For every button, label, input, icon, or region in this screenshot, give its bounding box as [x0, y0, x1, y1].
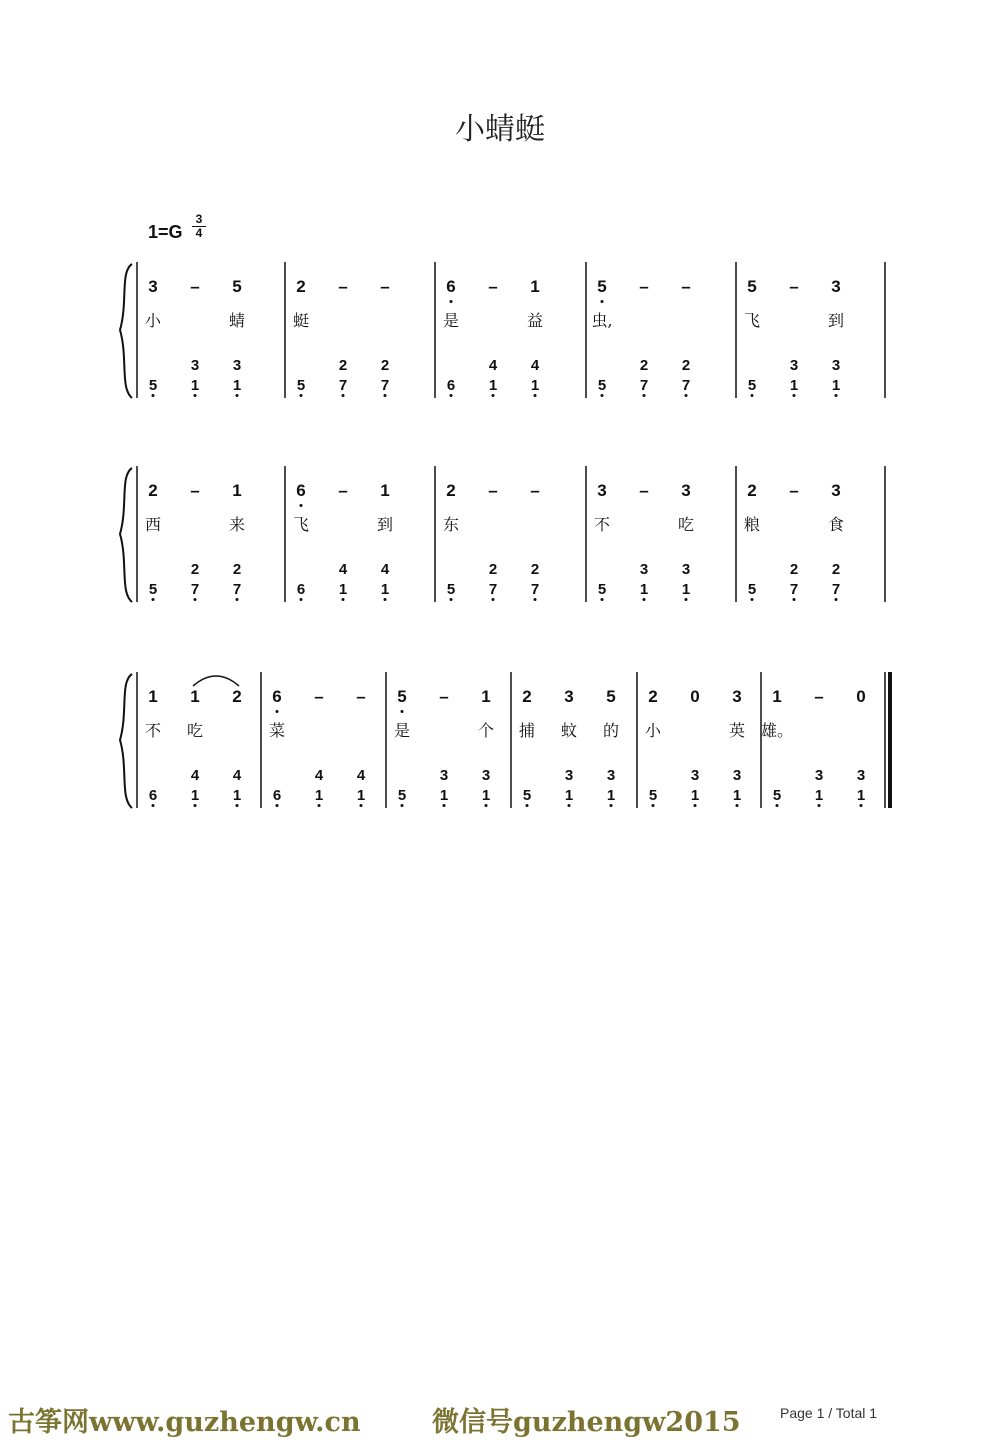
harmony-upper-note: 4 [314, 767, 324, 784]
low-octave-dot [776, 804, 779, 807]
harmony-lower-note: 1 [681, 581, 691, 598]
harmony-lower-note: 5 [747, 581, 757, 598]
low-octave-dot [443, 804, 446, 807]
harmony-lower-note: 5 [772, 787, 782, 804]
lyric: 不 [593, 515, 611, 534]
lyric: 蚊 [560, 721, 578, 740]
melody-note: 3 [831, 277, 841, 296]
melody-note: – [314, 687, 324, 706]
melody-note: 6 [296, 481, 306, 500]
lyric: 是 [393, 721, 411, 740]
lyric: 蜻 [228, 311, 246, 330]
low-octave-dot [276, 710, 279, 713]
lyric: 蜓 [292, 311, 310, 330]
low-octave-dot [401, 804, 404, 807]
lyric: 西 [144, 515, 162, 534]
lyric: 小 [144, 311, 162, 330]
harmony-upper-note: 2 [190, 561, 200, 578]
melody-note: 2 [446, 481, 456, 500]
melody-note: 2 [232, 687, 242, 706]
harmony-lower-note: 6 [296, 581, 306, 598]
harmony-lower-note: 1 [190, 377, 200, 394]
low-octave-dot [276, 804, 279, 807]
low-octave-dot [601, 300, 604, 303]
lyric: 来 [228, 515, 246, 534]
melody-note: 3 [597, 481, 607, 500]
harmony-upper-note: 2 [488, 561, 498, 578]
lyric: 东 [442, 515, 460, 534]
harmony-upper-note: 3 [639, 561, 649, 578]
melody-note: – [190, 277, 200, 296]
time-signature-top: 3 [195, 212, 203, 226]
harmony-lower-note: 1 [356, 787, 366, 804]
low-octave-dot [610, 804, 613, 807]
lyric: 吃 [186, 721, 204, 740]
harmony-lower-note: 7 [639, 377, 649, 394]
melody-note: 1 [148, 687, 158, 706]
footer-site: 古筝网www.guzhengw.cn [8, 1407, 361, 1438]
low-octave-dot [152, 598, 155, 601]
harmony-lower-note: 7 [380, 377, 390, 394]
low-octave-dot [526, 804, 529, 807]
melody-note: 6 [446, 277, 456, 296]
score-system [0, 262, 1000, 422]
harmony-upper-note: 3 [232, 357, 242, 374]
lyric: 是 [442, 311, 460, 330]
harmony-lower-note: 1 [831, 377, 841, 394]
harmony-upper-note: 3 [190, 357, 200, 374]
lyric: 益 [526, 311, 544, 330]
system-brace [120, 674, 132, 808]
harmony-lower-note: 7 [681, 377, 691, 394]
low-octave-dot [236, 394, 239, 397]
melody-note: 1 [772, 687, 782, 706]
melody-note: – [356, 687, 366, 706]
low-octave-dot [601, 394, 604, 397]
low-octave-dot [384, 394, 387, 397]
low-octave-dot [300, 394, 303, 397]
lyric: 吃 [677, 515, 695, 534]
melody-note: – [488, 277, 498, 296]
harmony-lower-note: 7 [530, 581, 540, 598]
low-octave-dot [194, 804, 197, 807]
low-octave-dot [360, 804, 363, 807]
low-octave-dot [751, 598, 754, 601]
melody-note: – [639, 277, 649, 296]
lyric: 个 [477, 721, 495, 740]
harmony-lower-note: 1 [814, 787, 824, 804]
score-system [0, 466, 1000, 626]
harmony-upper-note: 2 [681, 357, 691, 374]
harmony-lower-note: 1 [564, 787, 574, 804]
harmony-lower-note: 5 [597, 581, 607, 598]
low-octave-dot [534, 598, 537, 601]
low-octave-dot [652, 804, 655, 807]
harmony-upper-note: 3 [564, 767, 574, 784]
low-octave-dot [818, 804, 821, 807]
melody-note: 1 [481, 687, 491, 706]
melody-note: – [190, 481, 200, 500]
melody-note: 5 [747, 277, 757, 296]
lyric: 粮 [743, 515, 761, 534]
low-octave-dot [601, 598, 604, 601]
score-title: 小蜻蜓 [455, 112, 545, 147]
melody-note: 5 [597, 277, 607, 296]
melody-note: 2 [648, 687, 658, 706]
melody-note: 3 [148, 277, 158, 296]
harmony-lower-note: 5 [747, 377, 757, 394]
melody-note: – [338, 277, 348, 296]
low-octave-dot [793, 394, 796, 397]
harmony-lower-note: 7 [190, 581, 200, 598]
harmony-lower-note: 1 [338, 581, 348, 598]
harmony-lower-note: 1 [314, 787, 324, 804]
melody-note: 1 [530, 277, 540, 296]
low-octave-dot [492, 394, 495, 397]
melody-note: – [789, 277, 799, 296]
slur [193, 676, 239, 686]
low-octave-dot [751, 394, 754, 397]
low-octave-dot [236, 598, 239, 601]
melody-note: 5 [232, 277, 242, 296]
melody-note: 1 [380, 481, 390, 500]
low-octave-dot [384, 598, 387, 601]
footer-wechat: 微信号guzhengw2015 [432, 1407, 741, 1438]
harmony-lower-note: 1 [690, 787, 700, 804]
harmony-upper-note: 3 [690, 767, 700, 784]
melody-note: 0 [690, 687, 700, 706]
harmony-lower-note: 6 [272, 787, 282, 804]
melody-note: 2 [747, 481, 757, 500]
lyric: 雄。 [760, 721, 794, 740]
harmony-upper-note: 2 [232, 561, 242, 578]
harmony-upper-note: 3 [789, 357, 799, 374]
harmony-lower-note: 7 [789, 581, 799, 598]
melody-note: 2 [522, 687, 532, 706]
harmony-lower-note: 1 [732, 787, 742, 804]
harmony-upper-note: 4 [338, 561, 348, 578]
harmony-lower-note: 5 [397, 787, 407, 804]
low-octave-dot [568, 804, 571, 807]
melody-note: – [380, 277, 390, 296]
harmony-lower-note: 1 [789, 377, 799, 394]
harmony-lower-note: 1 [190, 787, 200, 804]
low-octave-dot [318, 804, 321, 807]
harmony-lower-note: 5 [296, 377, 306, 394]
low-octave-dot [793, 598, 796, 601]
harmony-lower-note: 7 [232, 581, 242, 598]
low-octave-dot [736, 804, 739, 807]
melody-note: – [439, 687, 449, 706]
melody-note: 2 [296, 277, 306, 296]
harmony-lower-note: 5 [522, 787, 532, 804]
harmony-upper-note: 2 [338, 357, 348, 374]
lyric: 到 [827, 311, 845, 330]
key-signature: 1=G [148, 222, 183, 242]
low-octave-dot [492, 598, 495, 601]
harmony-lower-note: 1 [856, 787, 866, 804]
harmony-lower-note: 1 [232, 787, 242, 804]
harmony-lower-note: 1 [606, 787, 616, 804]
low-octave-dot [485, 804, 488, 807]
low-octave-dot [152, 804, 155, 807]
harmony-upper-note: 3 [831, 357, 841, 374]
melody-note: – [488, 481, 498, 500]
score-system [0, 672, 1000, 832]
low-octave-dot [450, 598, 453, 601]
system-brace [120, 468, 132, 602]
low-octave-dot [194, 394, 197, 397]
harmony-upper-note: 3 [856, 767, 866, 784]
low-octave-dot [534, 394, 537, 397]
harmony-lower-note: 1 [530, 377, 540, 394]
low-octave-dot [300, 598, 303, 601]
harmony-lower-note: 5 [597, 377, 607, 394]
harmony-lower-note: 7 [488, 581, 498, 598]
low-octave-dot [194, 598, 197, 601]
time-signature [192, 214, 206, 239]
harmony-upper-note: 3 [606, 767, 616, 784]
melody-note: 0 [856, 687, 866, 706]
low-octave-dot [236, 804, 239, 807]
melody-note: 3 [732, 687, 742, 706]
harmony-lower-note: 7 [831, 581, 841, 598]
harmony-lower-note: 1 [639, 581, 649, 598]
lyric: 的 [602, 721, 620, 740]
low-octave-dot [685, 598, 688, 601]
harmony-lower-note: 5 [148, 581, 158, 598]
lyric: 飞 [743, 311, 761, 330]
lyric: 飞 [292, 515, 310, 534]
harmony-lower-note: 6 [446, 377, 456, 394]
harmony-lower-note: 1 [481, 787, 491, 804]
harmony-lower-note: 7 [338, 377, 348, 394]
melody-note: 5 [606, 687, 616, 706]
low-octave-dot [342, 394, 345, 397]
melody-note: 2 [148, 481, 158, 500]
low-octave-dot [835, 598, 838, 601]
lyric: 小 [644, 721, 662, 740]
melody-note: 1 [232, 481, 242, 500]
lyric: 英 [728, 721, 746, 740]
harmony-upper-note: 3 [732, 767, 742, 784]
low-octave-dot [401, 710, 404, 713]
lyric: 虫, [591, 311, 613, 330]
harmony-upper-note: 3 [439, 767, 449, 784]
harmony-upper-note: 4 [356, 767, 366, 784]
harmony-upper-note: 2 [831, 561, 841, 578]
harmony-lower-note: 1 [488, 377, 498, 394]
low-octave-dot [152, 394, 155, 397]
harmony-upper-note: 2 [789, 561, 799, 578]
harmony-lower-note: 6 [148, 787, 158, 804]
harmony-upper-note: 4 [530, 357, 540, 374]
harmony-upper-note: 4 [190, 767, 200, 784]
low-octave-dot [835, 394, 838, 397]
lyric: 到 [376, 515, 394, 534]
low-octave-dot [450, 300, 453, 303]
melody-note: 3 [564, 687, 574, 706]
lyric: 食 [827, 515, 845, 534]
melody-note: – [338, 481, 348, 500]
harmony-lower-note: 1 [232, 377, 242, 394]
system-brace [120, 264, 132, 398]
harmony-upper-note: 3 [814, 767, 824, 784]
harmony-upper-note: 4 [232, 767, 242, 784]
melody-note: 5 [397, 687, 407, 706]
low-octave-dot [643, 394, 646, 397]
melody-note: – [681, 277, 691, 296]
melody-note: – [814, 687, 824, 706]
low-octave-dot [685, 394, 688, 397]
harmony-lower-note: 1 [439, 787, 449, 804]
harmony-upper-note: 3 [481, 767, 491, 784]
harmony-lower-note: 5 [148, 377, 158, 394]
melody-note: – [789, 481, 799, 500]
harmony-upper-note: 2 [639, 357, 649, 374]
melody-note: – [639, 481, 649, 500]
harmony-upper-note: 4 [488, 357, 498, 374]
lyric: 捕 [518, 721, 536, 740]
lyric: 不 [144, 721, 162, 740]
melody-note: 6 [272, 687, 282, 706]
harmony-lower-note: 1 [380, 581, 390, 598]
melody-note: 3 [681, 481, 691, 500]
harmony-lower-note: 5 [648, 787, 658, 804]
page-indicator: Page 1 / Total 1 [780, 1405, 878, 1421]
harmony-lower-note: 5 [446, 581, 456, 598]
harmony-upper-note: 4 [380, 561, 390, 578]
low-octave-dot [342, 598, 345, 601]
harmony-upper-note: 2 [530, 561, 540, 578]
harmony-upper-note: 2 [380, 357, 390, 374]
melody-note: – [530, 481, 540, 500]
low-octave-dot [643, 598, 646, 601]
melody-note: 1 [190, 687, 200, 706]
low-octave-dot [300, 504, 303, 507]
low-octave-dot [450, 394, 453, 397]
harmony-upper-note: 3 [681, 561, 691, 578]
lyric: 菜 [268, 721, 286, 740]
low-octave-dot [860, 804, 863, 807]
low-octave-dot [694, 804, 697, 807]
melody-note: 3 [831, 481, 841, 500]
time-signature-bottom: 4 [195, 226, 203, 240]
